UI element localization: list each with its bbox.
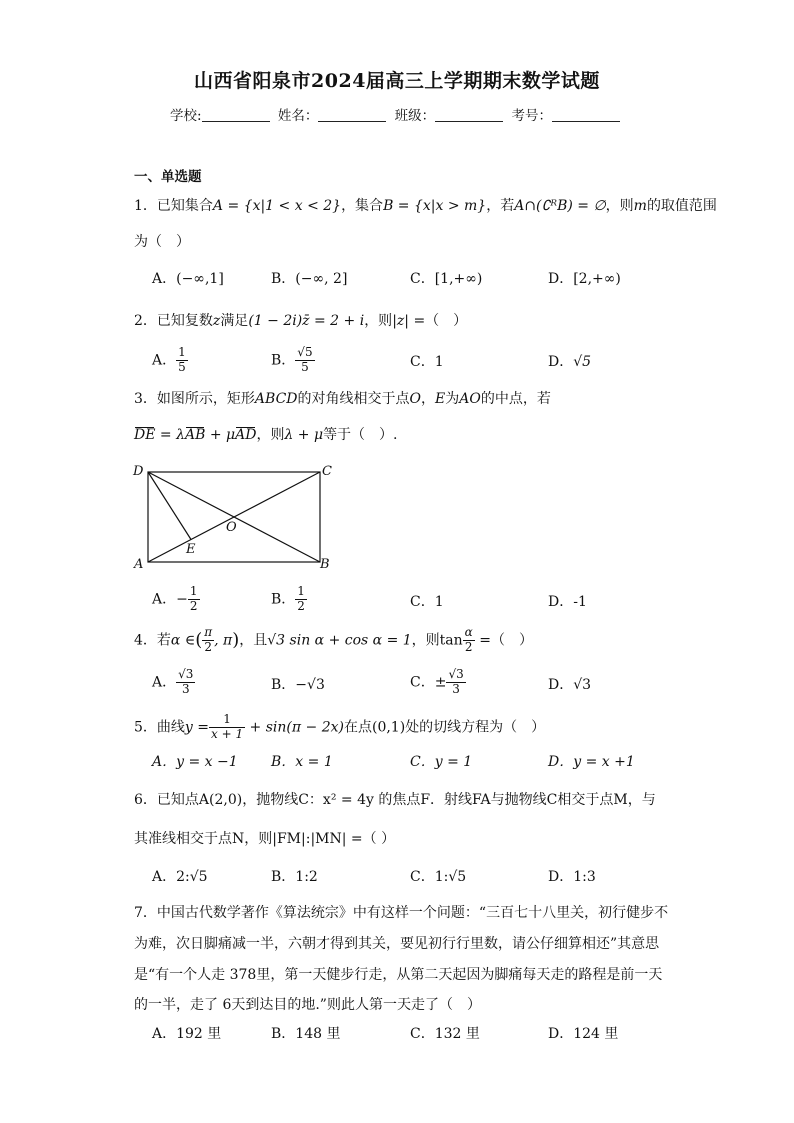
q4-option-c[interactable]: C．± $\frac{√3}{3}$: [410, 667, 464, 696]
q2-option-b[interactable]: B． $\frac{√5}{5}$: [271, 345, 313, 374]
question-2: 2．已知复数z满足(1 − 2i)z̄ = 2 + i，则|z| =（ ）: [134, 313, 468, 329]
q1-option-a[interactable]: A．(−∞,1]: [152, 271, 224, 287]
q6-option-d[interactable]: D．1:3: [548, 869, 596, 885]
label-a: A: [134, 557, 144, 572]
label-o: O: [226, 520, 237, 535]
q7-option-b[interactable]: B．148 里: [271, 1026, 341, 1042]
class-blank[interactable]: [435, 108, 503, 122]
question-3-line-2: DE = λAB + μAD，则λ + μ等于（ ）.: [134, 427, 398, 443]
label-e: E: [186, 542, 196, 557]
q4-option-d[interactable]: D．√3: [548, 677, 592, 693]
question-6-line-2: 其准线相交于点N，则|FM|:|MN| =（ ）: [134, 831, 396, 847]
segment-de: [148, 472, 191, 540]
question-3-line-1: 3．如图所示，矩形ABCD的对角线相交于点O，E为AO的中点，若: [134, 391, 551, 407]
q5-option-c[interactable]: C．y = 1: [410, 754, 473, 770]
q5-option-b[interactable]: B．x = 1: [271, 754, 333, 770]
question-7-line-2: 为难，次日脚痛减一半，六朝才得到其关，要见初行行里数，请公仔细算相还”其意思: [134, 936, 660, 952]
question-5: 5．曲线y = $\frac{1}{x + 1}$ + sin(π − 2x)在点(0,1)处的切线方程为（ ）: [134, 712, 546, 741]
number-blank[interactable]: [552, 108, 620, 122]
question-6-line-1: 6．已知点A(2,0)，抛物线C：x² = 4y 的焦点F．射线FA与抛物线C相交于点M，与: [134, 792, 656, 808]
school-blank[interactable]: [202, 108, 270, 122]
q7-option-c[interactable]: C．132 里: [410, 1026, 480, 1042]
student-info-line: [0, 104, 794, 124]
section-heading: 一、单选题: [134, 169, 202, 185]
q1-option-b[interactable]: B．(−∞, 2]: [271, 271, 348, 287]
q4-option-a[interactable]: A． $\frac{√3}{3}$: [152, 667, 194, 696]
q3-option-a[interactable]: A．− $\frac{1}{2}$: [152, 584, 198, 613]
q5-option-a[interactable]: A．y = x −1: [152, 754, 238, 770]
q5-option-d[interactable]: D．y = x +1: [548, 754, 635, 770]
q3-option-c[interactable]: C．1: [410, 594, 444, 610]
q6-option-b[interactable]: B．1:2: [271, 869, 318, 885]
q1-option-d[interactable]: D．[2,+∞): [548, 271, 621, 287]
question-1-line-2: 为（ ）: [134, 234, 190, 250]
q3-option-b[interactable]: B． $\frac{1}{2}$: [271, 584, 305, 613]
label-d: D: [133, 464, 144, 479]
rectangle-figure: [130, 460, 340, 576]
q6-option-a[interactable]: A．2:√5: [152, 869, 208, 885]
exam-title: 山西省阳泉市2024届高三上学期期末数学试题: [194, 70, 600, 92]
question-4: 4．若α ∈( $\frac{\pi}{2}$ , π)，且√3 sin α + cos α = 1，则tan $\frac{\alpha}{2}$ =（ ）: [134, 625, 533, 654]
q6-option-c[interactable]: C．1:√5: [410, 869, 467, 885]
question-7-line-4: 的一半，走了 6天到达目的地.”则此人第一天走了（ ）: [134, 997, 481, 1013]
number-label: 考号：: [511, 108, 552, 124]
q1-option-c[interactable]: C．[1,+∞): [410, 271, 483, 287]
q2-option-c[interactable]: C．1: [410, 354, 444, 370]
name-label: 姓名：: [277, 108, 319, 124]
q3-option-d[interactable]: D．-1: [548, 594, 587, 610]
class-label: 班级：: [394, 108, 436, 124]
label-c: C: [322, 464, 332, 479]
q2-option-a[interactable]: A． $\frac{1}{5}$: [152, 345, 186, 374]
q2-option-d[interactable]: D．√5: [548, 354, 592, 370]
question-7-line-3: 是“有一个人走 378里，第一天健步行走，从第二天起因为脚痛每天走的路程是前一天: [134, 967, 663, 983]
question-1-line-1: 1．已知集合A = {x|1 < x < 2}，集合B = {x|x > m}，若A∩(∁ᴿB) = ∅，则m的取值范围: [134, 198, 717, 214]
q7-option-d[interactable]: D．124 里: [548, 1026, 619, 1042]
q4-option-b[interactable]: B．−√3: [271, 677, 325, 693]
q7-option-a[interactable]: A．192 里: [152, 1026, 222, 1042]
school-label: 学校:: [170, 108, 202, 124]
question-7-line-1: 7．中国古代数学著作《算法统宗》中有这样一个问题：“三百七十八里关，初行健步不: [134, 905, 669, 921]
name-blank[interactable]: [318, 108, 386, 122]
label-b: B: [320, 557, 330, 572]
